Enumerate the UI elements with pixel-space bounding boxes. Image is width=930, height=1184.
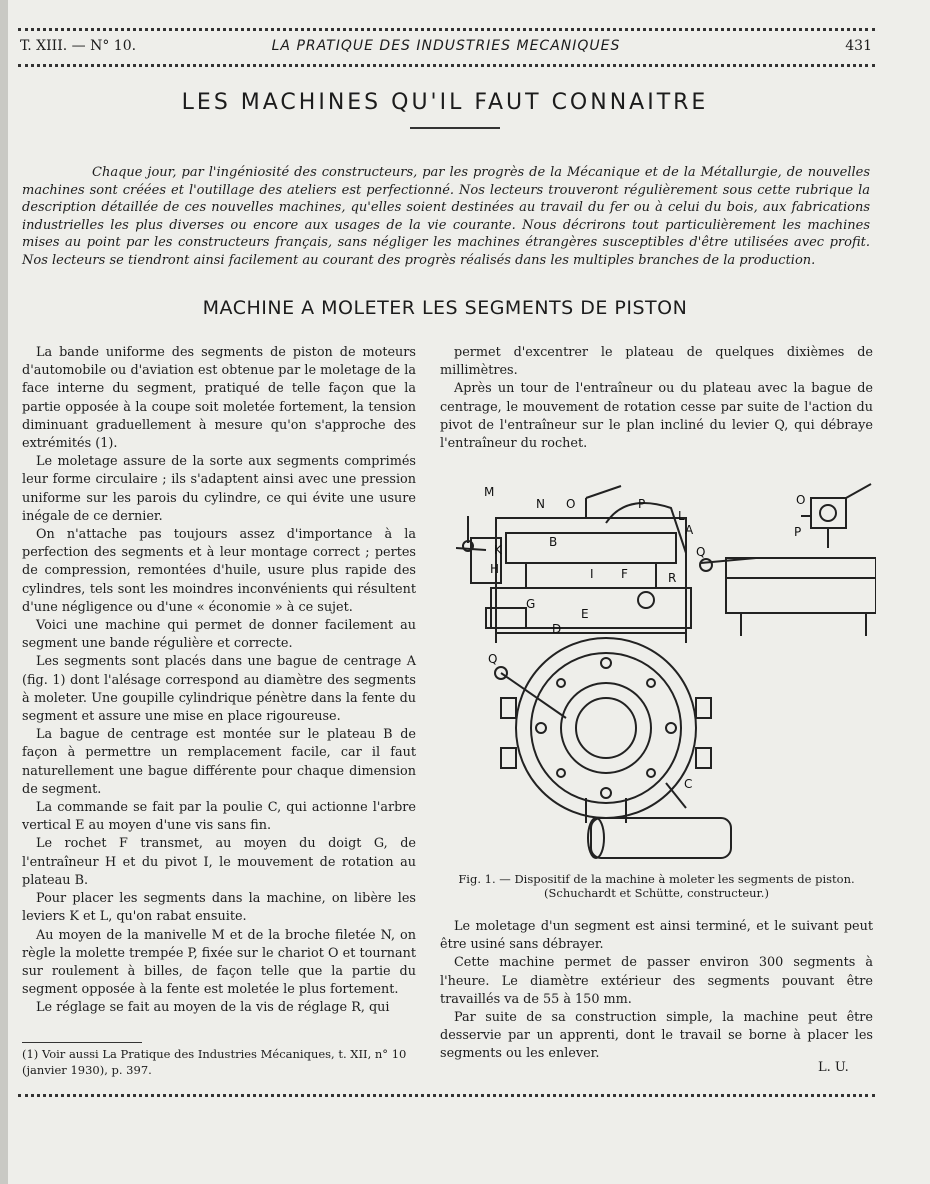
paragraph: Le moletage d'un segment est ainsi terminé, et le suivant peut être usiné sans débrayer.: [440, 919, 873, 953]
right-column-top: [440, 344, 873, 453]
paragraph: Le rochet F transmet, au moyen du doigt G, de l'entraîneur H et du pivot I, le mouvement de rotation au plateau B.: [22, 836, 416, 888]
footnote-rule: [22, 1042, 142, 1043]
page-number: 431: [845, 38, 872, 54]
left-column: [22, 344, 416, 1018]
figure-label: M: [484, 485, 495, 499]
journal-title: LA PRATIQUE DES INDUSTRIES MECANIQUES: [271, 38, 621, 54]
figure-caption: Fig. 1. — Dispositif de la machine à moleter les segments de piston. (Schuchardt et Schütte, constructeur.): [458, 872, 855, 900]
title-underline: [410, 127, 500, 129]
intro-paragraph: Chaque jour, par l'ingéniosité des constructeurs, par les progrès de la Mécanique et de la Métallurgie, de nouvelles machines sont créées et l'outillage des ateliers est perfectionné. Nos lecteurs trouveront régulièrement sous cette rubrique la description détaillée de ces nouvelles machines, qu'elles soient destinées au travail du fer ou à celui du bois, aux fabrications industrielles les plus diverses ou encore aux usages de la vie courante. Nous décrirons tout particulièrement les machines mises au point par les constructeurs français, sans négliger les machines étrangères susceptibles d'être utilisées avec profit. Nos lecteurs se tiendront ainsi facilement au courant des progrès réalisés dans les multiples branches de la production.: [22, 165, 870, 268]
figure-label: Q: [488, 652, 498, 666]
machine-figure: [456, 478, 876, 868]
figure-label: I: [590, 567, 594, 581]
running-header: [20, 38, 872, 58]
footnote: (1) Voir aussi La Pratique des Industries Mécaniques, t. XII, n° 10 (janvier 1930), p. 397.: [22, 1047, 407, 1077]
paragraph: Après un tour de l'entraîneur ou du plateau avec la bague de centrage, le mouvement de rotation cesse par suite de l'action du pivot de l'entraîneur sur le plan incliné du levier Q, qui débraye l'entraîneur du rochet.: [440, 381, 873, 452]
figure-label: N: [536, 497, 545, 511]
figure-label: D: [552, 622, 562, 636]
paragraph: La bague de centrage est montée sur le plateau B de façon à permettre un remplacement facile, car il faut naturellement une bague différente pour chaque dimension de segment.: [22, 727, 416, 797]
page-spine-shadow: [0, 0, 8, 1184]
figure-label: H: [490, 562, 500, 576]
paragraph: Les segments sont placés dans une bague de centrage A (fig. 1) dont l'alésage correspond au diamètre des segments à moleter. Une goupille cylindrique pénètre dans la fente du segment et assure une mise en place rigoureuse.: [22, 654, 416, 725]
section-title: LES MACHINES QU'IL FAUT CONNAITRE: [181, 90, 709, 115]
paragraph: On n'attache pas toujours assez d'importance à la perfection des segments et à leur montage correct ; pertes de compression, remontées d'huile, usure plus rapide des cylindres, tels sont les moindres inconvénients qui résultent d'une négligence ou d'une « économie » à ce sujet.: [22, 527, 416, 615]
paragraph: Le réglage se fait au moyen de la vis de réglage R, qui: [36, 1000, 390, 1016]
paragraph: La bande uniforme des segments de piston de moteurs d'automobile ou d'aviation est obtenue par le moletage de la face interne du segment, pratiqué de telle façon que la partie opposée à la coupe soit moletée fortement, la tension diminuant graduellement à mesure qu'on s'approche des extrémités (1).: [22, 345, 416, 452]
paragraph: Voici une machine qui permet de donner facilement au segment une bande régulière et correcte.: [22, 618, 416, 652]
figure-label: A: [685, 523, 694, 537]
header-top-dotted-rule: [18, 28, 875, 31]
right-column-bottom: [440, 918, 873, 1064]
footer-dotted-rule: [18, 1094, 875, 1097]
figure-label: C: [684, 777, 693, 791]
paragraph: Cette machine permet de passer environ 300 segments à l'heure. Le diamètre extérieur des segments pouvant être travaillés va de 55 à 150 mm.: [440, 955, 873, 1007]
paragraph: permet d'excentrer le plateau de quelques dixièmes de millimètres.: [440, 345, 873, 379]
figure-label: B: [549, 535, 558, 549]
article-title: MACHINE A MOLETER LES SEGMENTS DE PISTON: [202, 297, 688, 319]
paragraph: Par suite de sa construction simple, la machine peut être desservie par un apprenti, dont le travail se borne à placer les segments ou les enlever.: [440, 1010, 873, 1062]
figure-label: O: [566, 497, 576, 511]
machine-drawing: [456, 484, 876, 858]
figure-label: F: [621, 567, 628, 581]
figure-label: L: [678, 509, 685, 523]
figure-label: P: [638, 497, 646, 511]
paragraph: Au moyen de la manivelle M et de la broche filetée N, on règle la molette trempée P, fixée sur le chariot O et tournant sur roulement à billes, de façon telle que la partie du segment opposée à la fente est moletée le plus fortement.: [22, 927, 416, 998]
figure-label: E: [581, 607, 589, 621]
figure-label: O: [796, 493, 806, 507]
volume-issue: T. XIII. — N° 10.: [20, 38, 137, 54]
paragraph: La commande se fait par la poulie C, qui actionne l'arbre vertical E au moyen d'une vis sans fin.: [22, 800, 416, 834]
figure-label: P: [794, 525, 802, 539]
figure-label: K: [494, 543, 502, 557]
figure-label: R: [668, 571, 677, 585]
header-bottom-dotted-rule: [18, 64, 875, 67]
paragraph: Pour placer les segments dans la machine, on libère les leviers K et L, qu'on rabat ensuite.: [22, 891, 416, 925]
figure-label: Q: [696, 545, 706, 559]
paragraph: Le moletage assure de la sorte aux segments comprimés leur forme circulaire ; ils s'adaptent ainsi avec une pression uniforme sur les parois du cylindre, ce qui évite une usure inégale de ce dernier.: [22, 454, 416, 524]
author-signature: L. U.: [818, 1060, 849, 1075]
figure-label: G: [526, 597, 536, 611]
